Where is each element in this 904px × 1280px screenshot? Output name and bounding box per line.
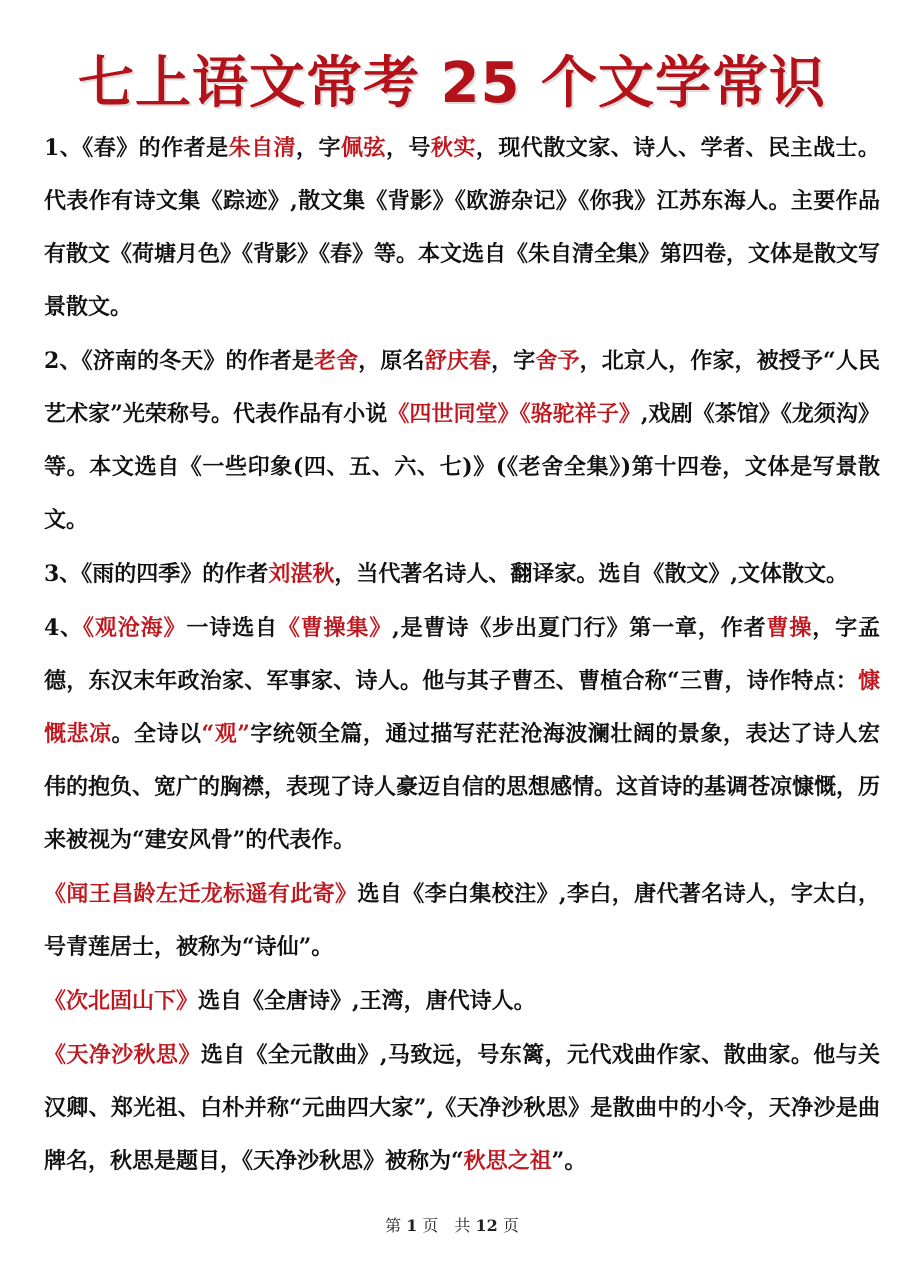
footer-mid: 页 共 [422,1216,471,1235]
knowledge-item-li-bai [44,868,880,974]
knowledge-item-wang-wan [44,975,880,1028]
text-segment: ，原名 [358,348,425,374]
footer-suffix: 页 [502,1216,519,1235]
highlighted-term: 《四世同堂》《骆驼祥子》 [387,401,641,427]
text-segment: 1、《春》的作者是 [44,135,229,161]
text-segment: ，字 [491,348,536,374]
highlighted-term: 《次北固山下》 [44,988,199,1014]
highlighted-term: 《观沧海》 [83,615,187,641]
highlighted-term: 《曹操集》 [277,615,393,641]
knowledge-item-ma-zhiyuan [44,1029,880,1188]
highlighted-term: 舒庆春 [424,348,492,374]
text-segment: 选自《李白集校注》,李白，唐代著名诗人，字太白，号青莲居士，被称为“诗仙”。 [44,881,880,960]
page-footer [0,1214,904,1238]
knowledge-item-1 [44,122,880,334]
highlighted-term: 老舍 [314,348,359,374]
page-title: 七上语文常考 25 个文学常识 [78,51,826,116]
text-segment: ，当代著名诗人、翻译家。选自《散文》,文体散文。 [334,561,848,587]
text-segment: 字统领全篇，通过描写茫茫沧海波澜壮阔的景象，表达了诗人宏伟的抱负、宽广的胸襟，表现了诗人豪迈自信的思想感情。这首诗的基调苍凉慷慨，历来被视为“建安风骨”的代表作。 [44,721,881,853]
highlighted-term: 秋实 [430,135,476,161]
text-segment: ，字 [296,135,341,161]
knowledge-item-4 [44,602,880,867]
text-segment: 。全诗以 [111,721,202,747]
text-segment: ，字孟德，东汉末年政治家、军事家、诗人。他与其子曹丕、曹植合称“三曹，诗作特点： [44,615,880,694]
total-page-number: 12 [475,1216,498,1235]
highlighted-term: 朱自清 [228,135,297,161]
highlighted-term: “观” [201,721,250,747]
text-segment: ,戏剧《茶馆》《龙须沟》等。本文选自《一些印象(四、五、六、七)》(《老舍全集》)第十四卷，文体是写景散文。 [44,401,880,533]
highlighted-term: 《天净沙秋思》 [44,1042,201,1068]
highlighted-term: 《闻王昌龄左迁龙标遥有此寄》 [44,881,358,907]
highlighted-term: 秋思之祖 [463,1148,552,1174]
text-segment: ，号 [385,135,431,161]
text-segment: ，现代散文家、诗人、学者、民主战士。代表作有诗文集《踪迹》,散文集《背影》《欧游杂记》《你我》江苏东海人。主要作品有散文《荷塘月色》《背影》《春》等。本文选自《朱自清全集》第四卷，文体是散文写景散文。 [44,135,881,320]
knowledge-item-3 [44,548,880,601]
highlighted-term: 佩弦 [340,135,386,161]
highlighted-term: 慷慨悲凉 [44,668,880,747]
text-segment: 4、 [44,615,84,641]
highlighted-term: 舍予 [535,348,580,374]
text-segment: 选自《全元散曲》,马致远，号东篱，元代戏曲作家、散曲家。他与关汉卿、郑光祖、白朴并称“元曲四大家”,《天净沙秋思》是散曲中的小令，天净沙是曲牌名，秋思是题目，《天净沙秋思》被称为“ [44,1042,880,1174]
knowledge-item-2 [44,335,880,547]
text-segment: 一诗选自 [186,615,278,641]
highlighted-term: 刘湛秋 [268,561,335,587]
highlighted-term: 曹操 [766,615,813,641]
current-page-number: 1 [406,1216,418,1235]
text-segment: ”。 [551,1148,587,1174]
text-segment: 3、《雨的四季》的作者 [44,561,269,587]
text-segment: 2、《济南的冬天》的作者是 [44,348,315,374]
footer-prefix: 第 [385,1216,402,1235]
text-segment: 选自《全唐诗》,王湾，唐代诗人。 [198,988,536,1014]
text-segment: ,是曹诗《步出夏门行》第一章，作者 [392,615,767,641]
text-segment: ，北京人，作家，被授予“人民艺术家”光荣称号。代表作品有小说 [44,348,880,427]
article-body [44,122,880,1189]
